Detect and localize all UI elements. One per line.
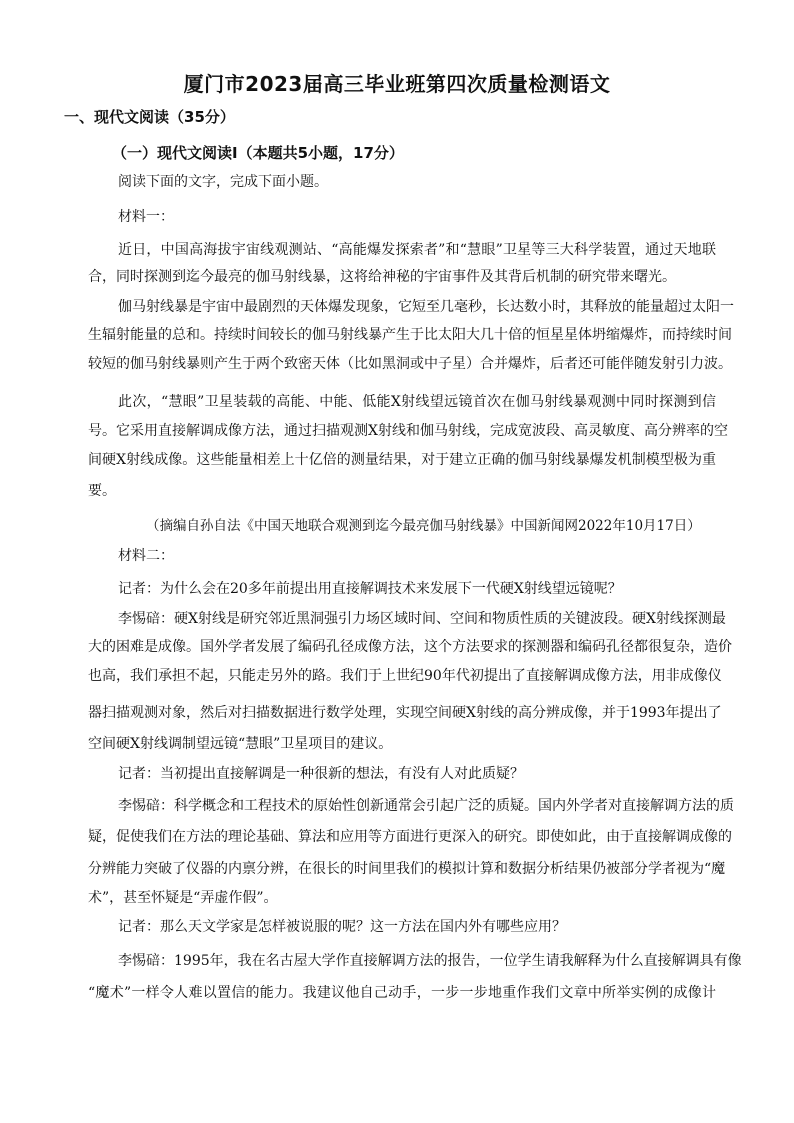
interview-answer-line: 分辨能力突破了仪器的内禀分辨，在很长的时间里我们的模拟计算和数据分析结果仍被部分学者视为“魔 xyxy=(88,861,726,877)
paragraph-line: 生辐射能量的总和。持续时间较长的伽马射线暴产生于比太阳大几十倍的恒星星体坍缩爆炸，而持续时间 xyxy=(88,327,732,343)
interview-answer-line: 也高，我们承担不起，只能走另外的路。我们于上世纪90年代初提出了直接解调成像方法，用非成像仪 xyxy=(88,668,722,684)
interview-question: 记者：当初提出直接解调是一种很新的想法，有没有人对此质疑？ xyxy=(118,766,524,782)
subsection-heading: （一）现代文阅读Ⅰ（本题共5小题，17分） xyxy=(112,144,404,162)
interview-answer-line: 术”，甚至怀疑是“弄虚作假”。 xyxy=(88,890,278,906)
paragraph-line: 较短的伽马射线暴则产生于两个致密天体（比如黑洞或中子星）合并爆炸，后者还可能伴随发射引力波。 xyxy=(88,356,732,372)
interview-answer-line: “魔术”一样令人难以置信的能力。我建议他自己动手，一步一步地重作我们文章中所举实例的成像计 xyxy=(88,985,716,1001)
paragraph-line: 此次，“慧眼”卫星装载的高能、中能、低能X射线望远镜首次在伽马射线暴观测中同时探测到信 xyxy=(118,394,716,410)
interview-question: 记者：为什么会在20多年前提出用直接解调技术来发展下一代硬X射线望远镜呢？ xyxy=(118,581,622,597)
interview-answer-line: 李惕碚：1995年，我在名古屋大学作直接解调方法的报告，一位学生请我解释为什么直接解调具有像 xyxy=(118,953,742,969)
interview-answer-line: 器扫描观测对象，然后对扫描数据进行数学处理，实现空间硬X射线的高分辨成像，并于1993年提出了 xyxy=(88,705,722,721)
interview-answer-line: 空间硬X射线调制望远镜“慧眼”卫星项目的建议。 xyxy=(88,736,393,752)
material2-label: 材料二： xyxy=(118,548,174,564)
paragraph-line: 近日，中国高海拔宇宙线观测站、“高能爆发探索者”和“慧眼”卫星等三大科学装置，通过天地联 xyxy=(118,242,716,258)
interview-question: 记者：那么天文学家是怎样被说服的呢？这一方法在国内外有哪些应用？ xyxy=(118,919,566,935)
paragraph-line: 间硬X射线成像。这些能量相差上十亿倍的测量结果，对于建立正确的伽马射线暴爆发机制模型极为重 xyxy=(88,452,716,468)
source-citation: （摘编自孙自法《中国天地联合观测到迄今最亮伽马射线暴》中国新闻网2022年10月17日） xyxy=(146,518,701,534)
interview-answer-line: 李惕碚：科学概念和工程技术的原始性创新通常会引起广泛的质疑。国内外学者对直接解调方法的质 xyxy=(118,798,734,814)
paragraph-line: 要。 xyxy=(88,483,116,499)
interview-answer-line: 李惕碚：硬X射线是研究邻近黑洞强引力场区域时间、空间和物质性质的关键波段。硬X射线探测最 xyxy=(118,611,726,627)
material1-label: 材料一： xyxy=(118,209,174,225)
paragraph-line: 合，同时探测到迄今最亮的伽马射线暴，这将给神秘的宇宙事件及其背后机制的研究带来曙光。 xyxy=(88,269,676,285)
page-title: 厦门市2023届高三毕业班第四次质量检测语文 xyxy=(183,72,611,96)
paragraph-line: 伽马射线暴是宇宙中最剧烈的天体爆发现象，它短至几毫秒，长达数小时，其释放的能量超过太阳一 xyxy=(118,299,734,315)
section-heading: 一、现代文阅读（35分） xyxy=(64,108,235,126)
interview-answer-line: 大的困难是成像。国外学者发展了编码孔径成像方法，这个方法要求的探测器和编码孔径都很复杂，造价 xyxy=(88,639,732,655)
paragraph-line: 号。它采用直接解调成像方法，通过扫描观测X射线和伽马射线，完成宽波段、高灵敏度、高分辨率的空 xyxy=(88,423,728,439)
instruction-text: 阅读下面的文字，完成下面小题。 xyxy=(118,174,328,190)
interview-answer-line: 疑，促使我们在方法的理论基础、算法和应用等方面进行更深入的研究。即使如此，由于直接解调成像的 xyxy=(88,829,732,845)
